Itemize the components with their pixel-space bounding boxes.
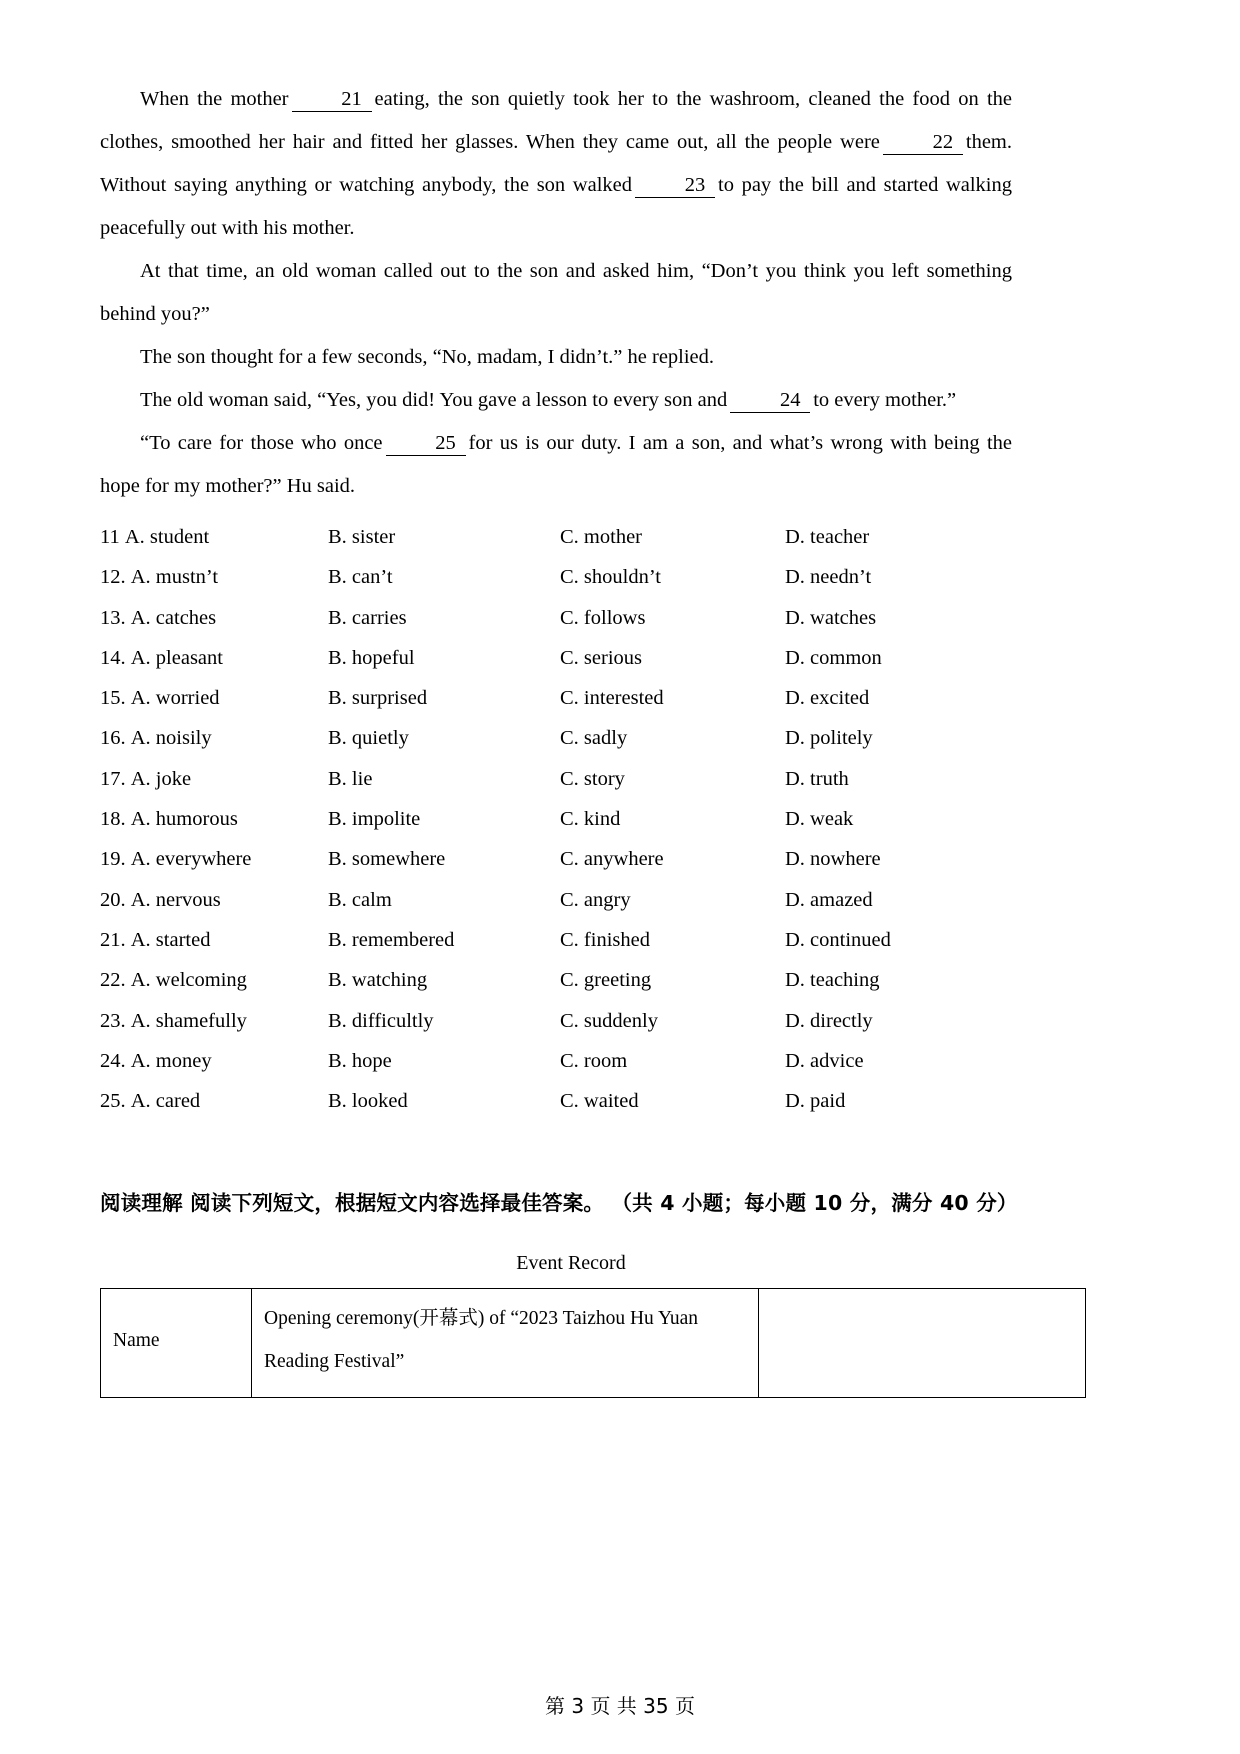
option-row [100,1086,1012,1126]
option-a[interactable] [100,804,328,834]
option-number: 17. [100,767,126,790]
option-number: 14. [100,646,126,669]
option-c[interactable]: C. suddenly [560,1009,658,1032]
table-cell-empty [759,1289,1086,1398]
passage-paragraph-4 [100,379,1012,422]
option-number: 13. [100,606,126,629]
option-number: 23. [100,1009,126,1032]
option-c[interactable]: C. story [560,767,625,790]
option-a-label: A. everywhere [130,848,252,871]
option-c[interactable]: C. anywhere [560,848,664,871]
passage-text: eating, the son quietly took her to the washroom, cleaned the food on the clothes, smoothed her hair and fitted her glasses. When they came out, all the people were [100,88,1012,153]
option-b[interactable]: B. can’t [328,566,393,589]
passage-paragraph-2: At that time, an old woman called out to the son and asked him, “Don’t you think you left something behind you?” [100,260,1012,325]
option-number: 18. [100,808,126,831]
table-cell-value [252,1289,759,1398]
option-c[interactable]: C. waited [560,1090,639,1113]
answer-options-list [100,522,1012,1126]
option-a-label: A. shamefully [130,1009,247,1032]
option-d[interactable]: D. watches [785,606,877,629]
passage-paragraph-1 [100,78,1012,250]
reading-comprehension-heading: 阅读理解 阅读下列短文，根据短文内容选择最佳答案。 （共 4 小题；每小题 10 分，满分 40 分） [100,1191,1018,1216]
option-d[interactable]: D. amazed [785,888,873,911]
event-name-line-1: Opening ceremony(开幕式) of “2023 Taizhou Hu Yuan [264,1308,699,1330]
option-d[interactable]: D. excited [785,687,870,710]
passage-text: When the mother [140,88,289,110]
cloze-blank-21: 21 [292,89,372,112]
option-d[interactable]: D. teaching [785,969,880,992]
option-b[interactable]: B. impolite [328,808,421,831]
option-number: 11 [100,526,120,548]
option-a-label: A. humorous [130,808,238,831]
passage-text: them. Without saying anything or watching anybody, the son walked [100,131,1012,196]
option-a[interactable] [100,643,328,673]
page-content [100,78,1018,1398]
option-b[interactable]: B. surprised [328,687,428,710]
page-footer: 第 3 页 共 35 页 [545,1694,695,1718]
option-row [100,522,1012,562]
option-number: 12. [100,566,126,589]
cloze-blank-23: 23 [635,175,715,198]
option-b[interactable]: B. hopeful [328,646,415,669]
option-number: 16. [100,727,126,750]
option-a-label: A. noisily [130,727,212,750]
option-a-label: A. mustn’t [130,566,219,589]
option-b[interactable]: B. looked [328,1090,408,1113]
option-b[interactable]: B. sister [328,526,396,548]
option-c[interactable]: C. mother [560,526,642,548]
event-name-line-2: Reading Festival” [264,1351,405,1373]
option-number: 15. [100,687,126,710]
option-row [100,683,1012,723]
option-c[interactable]: C. angry [560,888,631,911]
option-d[interactable]: D. teacher [785,526,870,548]
option-a-label: A. started [130,928,211,951]
option-b[interactable]: B. calm [328,888,392,911]
option-d[interactable]: D. advice [785,1049,864,1072]
option-c[interactable]: C. room [560,1049,628,1072]
option-c[interactable]: C. interested [560,687,664,710]
option-a-label: A. welcoming [130,969,247,992]
cloze-blank-24: 24 [730,390,810,413]
option-row [100,603,1012,643]
option-number: 21. [100,928,126,951]
option-b[interactable]: B. difficultly [328,1009,434,1032]
option-d[interactable]: D. politely [785,727,873,750]
option-a-label: A. money [130,1049,212,1072]
option-d[interactable]: D. paid [785,1090,846,1113]
option-d[interactable]: D. nowhere [785,848,881,871]
option-row [100,804,1012,844]
option-b[interactable]: B. lie [328,767,373,790]
option-row [100,643,1012,683]
option-c[interactable]: C. finished [560,928,650,951]
option-a[interactable] [100,1086,328,1116]
event-record-table [100,1288,1086,1398]
event-record-title: Event Record [516,1252,626,1275]
option-a[interactable] [100,683,328,713]
table-row [101,1289,1086,1398]
option-a[interactable] [100,522,328,552]
option-d[interactable]: D. truth [785,767,849,790]
option-c[interactable]: C. shouldn’t [560,566,661,589]
option-row [100,965,1012,1005]
option-c[interactable]: C. kind [560,808,621,831]
passage-paragraph-5 [100,422,1012,508]
option-a-label: A. pleasant [130,646,223,669]
option-row [100,925,1012,965]
option-row [100,1046,1012,1086]
option-row [100,885,1012,925]
option-row [100,764,1012,804]
option-a-label: A. catches [130,606,217,629]
option-a[interactable] [100,603,328,633]
option-a-label: A. nervous [130,888,221,911]
option-b[interactable]: B. carries [328,606,407,629]
option-b[interactable]: B. watching [328,969,428,992]
option-d[interactable]: D. continued [785,928,891,951]
option-b[interactable]: B. somewhere [328,848,446,871]
option-row [100,562,1012,602]
table-cell-label: Name [101,1289,252,1398]
passage-text: The old woman said, “Yes, you did! You gave a lesson to every son and [140,389,728,411]
option-number: 25. [100,1090,126,1113]
cloze-blank-22: 22 [883,132,963,155]
option-d[interactable]: D. needn’t [785,566,872,589]
option-number: 20. [100,888,126,911]
option-d[interactable]: D. common [785,646,882,669]
option-b[interactable]: B. hope [328,1049,392,1072]
option-row [100,1006,1012,1046]
option-a-label: A. cared [130,1090,201,1113]
option-a[interactable] [100,965,328,995]
option-b[interactable]: B. remembered [328,928,455,951]
option-a[interactable] [100,1006,328,1036]
passage-text: “To care for those who once [140,432,383,454]
option-a-label: A. joke [130,767,192,790]
option-row [100,723,1012,763]
option-a[interactable] [100,562,328,592]
passage-text: to every mother.” [813,389,957,411]
option-d[interactable]: D. directly [785,1009,873,1032]
passage-text: for us is our duty. I am a son, and what’s wrong with being the hope for my mother?” Hu said. [100,432,1012,497]
option-c[interactable]: C. follows [560,606,646,629]
option-number: 19. [100,848,126,871]
option-a[interactable] [100,764,328,794]
option-a[interactable] [100,925,328,955]
option-c[interactable]: C. greeting [560,969,652,992]
cloze-blank-25: 25 [386,433,466,456]
option-a-label: A. student [124,526,210,548]
option-c[interactable]: C. sadly [560,727,628,750]
option-a[interactable] [100,885,328,915]
option-a[interactable] [100,1046,328,1076]
option-row [100,844,1012,884]
option-a[interactable] [100,723,328,753]
passage-paragraph-3: The son thought for a few seconds, “No, madam, I didn’t.” he replied. [140,346,715,368]
option-number: 22. [100,969,126,992]
passage-text: to pay the bill and started walking peacefully out with his mother. [100,174,1012,239]
option-d[interactable]: D. weak [785,808,854,831]
option-a[interactable] [100,844,328,874]
option-a-label: A. worried [130,687,220,710]
option-b[interactable]: B. quietly [328,727,409,750]
option-c[interactable]: C. serious [560,646,642,669]
option-number: 24. [100,1049,126,1072]
